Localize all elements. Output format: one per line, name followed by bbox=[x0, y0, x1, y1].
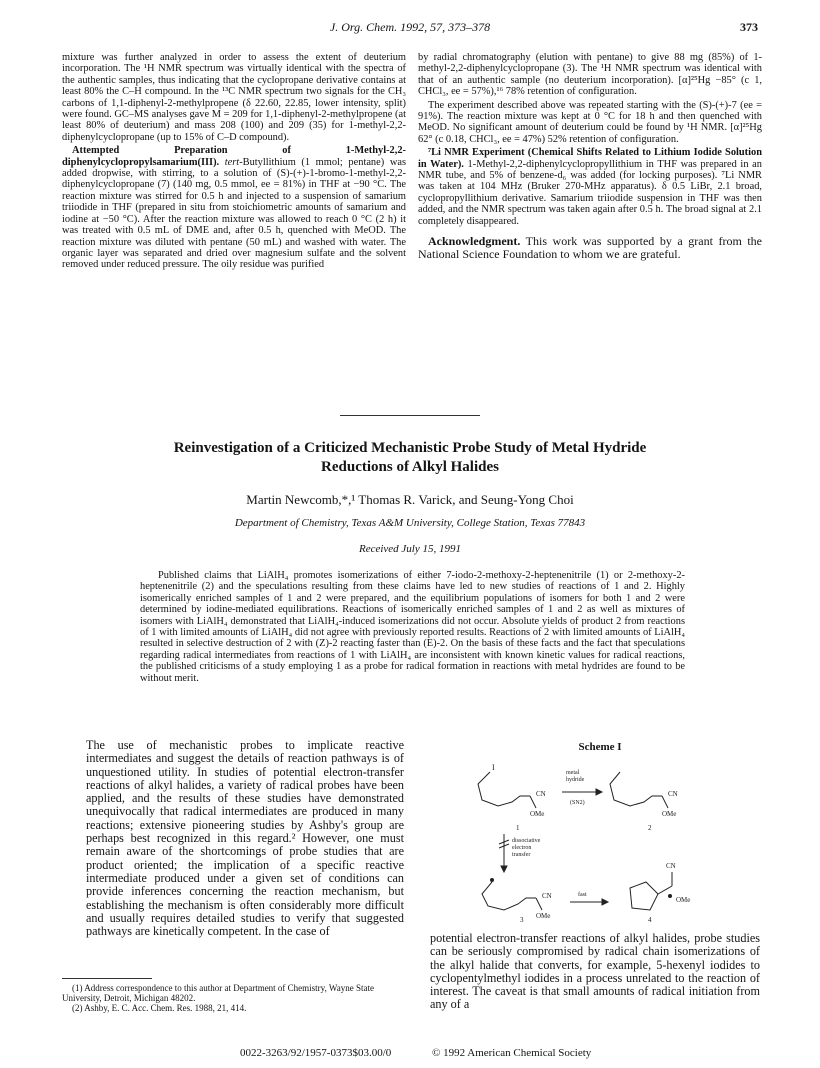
article-separator-rule bbox=[340, 415, 480, 416]
svg-text:CN: CN bbox=[668, 790, 678, 798]
article-body-right bbox=[430, 932, 760, 1014]
svg-text:CN: CN bbox=[542, 892, 552, 900]
footnote-rule bbox=[62, 978, 152, 979]
reaction-scheme-diagram bbox=[470, 756, 720, 928]
compound-1-structure bbox=[478, 763, 546, 832]
svg-text:fast: fast bbox=[578, 892, 587, 898]
paragraph-body: -Butyllithium (1 mmol; pentane) was added dropwise, with stirring, to a solution of (S)-(+)-1-bromo-1-methyl-2,2-diphenylcyclopropane (7) (140 mg, 0.5 mmol, ee = 81%) in THF at −90 °C. The reaction mixture was stirred for 0.5 h and injected to a suspension of samarium triiodide in THF (prepared in situ from stoichiometric amounts of samarium and iodine at −50 °C). After the reaction mixture was allowed to reach 0 °C (2 h) it was treated with 0.5 mL of DME and, after 0.5 h, quenched with MeOD. The reaction mixture was diluted with pentane (50 mL) and washed with water. The organic layer was separated and dried over magnesium sulfate and the solvent removed under reduced pressure. The oily residue was purified bbox=[62, 156, 406, 271]
svg-text:OMe: OMe bbox=[536, 912, 551, 920]
title-line: Reductions of Alkyl Halides bbox=[321, 459, 499, 475]
compound-number: 1 bbox=[516, 824, 520, 832]
acknowledgment bbox=[418, 235, 762, 261]
body-paragraph: potential electron-transfer reactions of alkyl halides, probe studies can be seriously compromised by radical chain isomerizations of the alkyl halide that converts, for example, 5-hexenyl iodides to cyclopentylmethyl iodides in a process unrelated to the reaction of interest. The caveat is that small amounts of radical initiation from any of a bbox=[430, 931, 760, 1012]
svg-text:3: 3 bbox=[520, 916, 524, 924]
previous-article-right-column bbox=[418, 52, 762, 264]
received-date: Received July 15, 1991 bbox=[358, 543, 461, 555]
acknowledgment-heading: Acknowledgment. bbox=[428, 234, 521, 249]
svg-text:4: 4 bbox=[648, 916, 652, 924]
experimental-paragraph-li-nmr bbox=[418, 147, 762, 227]
cyclization-arrow bbox=[570, 891, 608, 905]
svg-text:transfer: transfer bbox=[512, 852, 531, 858]
svg-text:OMe: OMe bbox=[662, 810, 677, 818]
experimental-paragraph: The experiment described above was repeated starting with the (S)-(+)-7 (ee = 91%). The reaction mixture was kept at 0 °C for 18 h and then quenched with MeOD. No significant amount of deuterium could be found by ¹H NMR. [α]²⁵Hg 62° (c 0.18, CHCl₃, ee = 47%) 52% retention of configuration. bbox=[418, 99, 762, 145]
footnote: (2) Ashby, E. C. Acc. Chem. Res. 1988, 21, 414. bbox=[72, 1003, 247, 1013]
electron-transfer-arrow bbox=[499, 834, 541, 872]
section-heading: Attempted Preparation of 1-Methyl-2,2-diphenylcyclopropylsamarium(III). bbox=[62, 145, 406, 168]
affiliation: Department of Chemistry, Texas A&M University, College Station, Texas 77843 bbox=[234, 517, 586, 529]
compound-2-structure bbox=[610, 772, 678, 832]
abstract: Published claims that LiAlH₄ promotes isomerizations of either 7-iodo-2-methoxy-2-heptenenitrile (1) or 2-methoxy-2-heptenenitrile (2) and the speculations resulting from these claims have led to new studies of reactions of 1 and 2. Highly isomerically enriched samples of 1 and 2 were prepared, and the equilibrium populations of isomers for both 1 and 2 were determined by iodine-mediated equilibrations. Reactions of isomerically enriched samples of 1 and 2 as well as mixtures of isomers with LiAlH₄ demonstrated that LiAlH₄-induced isomerizations did not occur. Absolute yields of product 2 from reactions of 1 with limited amounts of LiAlH₄ did not agree with previously reported results. Reactions of 2 with limited amounts of LiAlH₄ resulted in selective destruction of 2 with (Z)-2 reacting faster than (E)-2. On the basis of these facts and the fact that speculations regarding radical intermediates from reactions of 1 with LiAlH₄ are inconsistent with known kinetic values for radical reactions, the published criticisms of a study employing 1 as a probe for radical formation in reactions with metal hydrides are found to be without merit. bbox=[140, 570, 685, 684]
author-list: Martin Newcomb,*,¹ Thomas R. Varick, and Seung-Yong Choi bbox=[246, 492, 574, 507]
sn2-arrow bbox=[562, 770, 602, 806]
compound-4-structure bbox=[630, 862, 690, 924]
svg-text:dissociative: dissociative bbox=[512, 838, 541, 844]
page-number: 373 bbox=[740, 20, 758, 34]
svg-text:2: 2 bbox=[648, 824, 652, 832]
article-code: 0022-3263/92/1957-0373$03.00/0 bbox=[240, 1047, 392, 1059]
experimental-paragraph: mixture was further analyzed in order to assess the extent of deuterium incorporation. The ¹H NMR spectrum was virtually identical with the spectra of the authentic samples, thus indicating that the cyclopropane derivative contains at least 80% the C–H compound. In the ¹³C NMR spectrum two signals for the CH₃ carbons of 1,1-diphenyl-2-methylpropene (δ 22.60, 22.85, lower intensity, split) were found. GC–MS analyses gave M = 209 for 1,1-diphenyl-2-methylpropene (at least 80% of deuterium) and mass 208 (100) and 209 (35) for 1-methyl-2,2-diphenylcyclopropane (up to 15% of C–D compound). bbox=[62, 52, 406, 143]
cn-label: CN bbox=[536, 790, 546, 798]
svg-text:OMe: OMe bbox=[676, 896, 691, 904]
scheme-title: Scheme I bbox=[578, 741, 622, 753]
reagent-prefix: tert bbox=[224, 156, 240, 168]
svg-text:CN: CN bbox=[666, 862, 676, 870]
section-heading: ⁷Li NMR Experiment (Chemical Shifts Related to Lithium Iodide Solution in Water). bbox=[418, 147, 762, 170]
article-title bbox=[110, 439, 710, 477]
article-body-left bbox=[86, 739, 404, 940]
footnote: (1) Address correspondence to this author at Department of Chemistry, Wayne State University, Detroit, Michigan 48202. bbox=[62, 983, 374, 1003]
previous-article-left-column bbox=[62, 52, 406, 273]
svg-text:metal: metal bbox=[566, 770, 580, 776]
experimental-paragraph-samarium bbox=[62, 145, 406, 270]
title-line: Reinvestigation of a Criticized Mechanistic Probe Study of Metal Hydride bbox=[173, 440, 647, 456]
body-paragraph: The use of mechanistic probes to implicate reactive intermediates and suggest the details of reaction pathways is of unquestioned utility. In studies of potential electron-transfer reactions of alkyl halides, a variety of radical probes have been applied, and the results of these studies have demonstrated unequivocally that radical intermediates are produced in many reactions; extensive pioneering studies by Ashby's group are perhaps best recognized in this regard.² However, one must remain aware of the shortcomings of probe studies that are product oriented; the implication of a specific reactive intermediate produced under a given set of conditions can provide inferences concerning the reaction mechanism, but establishing the mechanism is often considerably more difficult and usually requires detailed studies to verify that suggested pathways are kinetically competent. In the case of bbox=[86, 738, 404, 939]
ome-label: OMe bbox=[530, 810, 545, 818]
experimental-paragraph: by radial chromatography (elution with pentane) to give 88 mg (85%) of 1-methyl-2,2-diphenylcyclopropane (3). The ¹H NMR spectrum was identical with that of an authentic sample (no deuterium incorporation). [α]²⁵Hg −85° (c 1, CHCl₃, ee = 57%),¹⁶ 78% retention of configuration. bbox=[418, 52, 762, 98]
acknowledgment-body: This work was supported by a grant from the National Science Foundation to whom we are grateful. bbox=[418, 234, 762, 262]
running-header: J. Org. Chem. 1992, 57, 373–378 bbox=[329, 20, 491, 34]
svg-text:electron: electron bbox=[512, 845, 532, 851]
copyright: © 1992 American Chemical Society bbox=[432, 1047, 592, 1059]
iodo-label: I bbox=[492, 763, 495, 772]
svg-text:hydride: hydride bbox=[566, 777, 585, 783]
compound-3-structure bbox=[482, 879, 552, 925]
footnotes bbox=[62, 983, 406, 1013]
paragraph-body: 1-Methyl-2,2-diphenylcyclopropyllithium in THF was prepared in an NMR tube, and 5% of benzene-d₆ was added (for locking purposes). ⁷Li NMR was taken at 104 MHz (Bruker 270-MHz apparatus). δ 0.5 LiBr, 2.1 broad, cyclopropyllithium derivative. Samarium triiodide suspension in THF was then added, and the NMR spectrum was taken again after 0.5 h. The broad signal at 2.1 completely disappeared. bbox=[418, 158, 762, 227]
svg-text:(SN2): (SN2) bbox=[570, 800, 585, 806]
